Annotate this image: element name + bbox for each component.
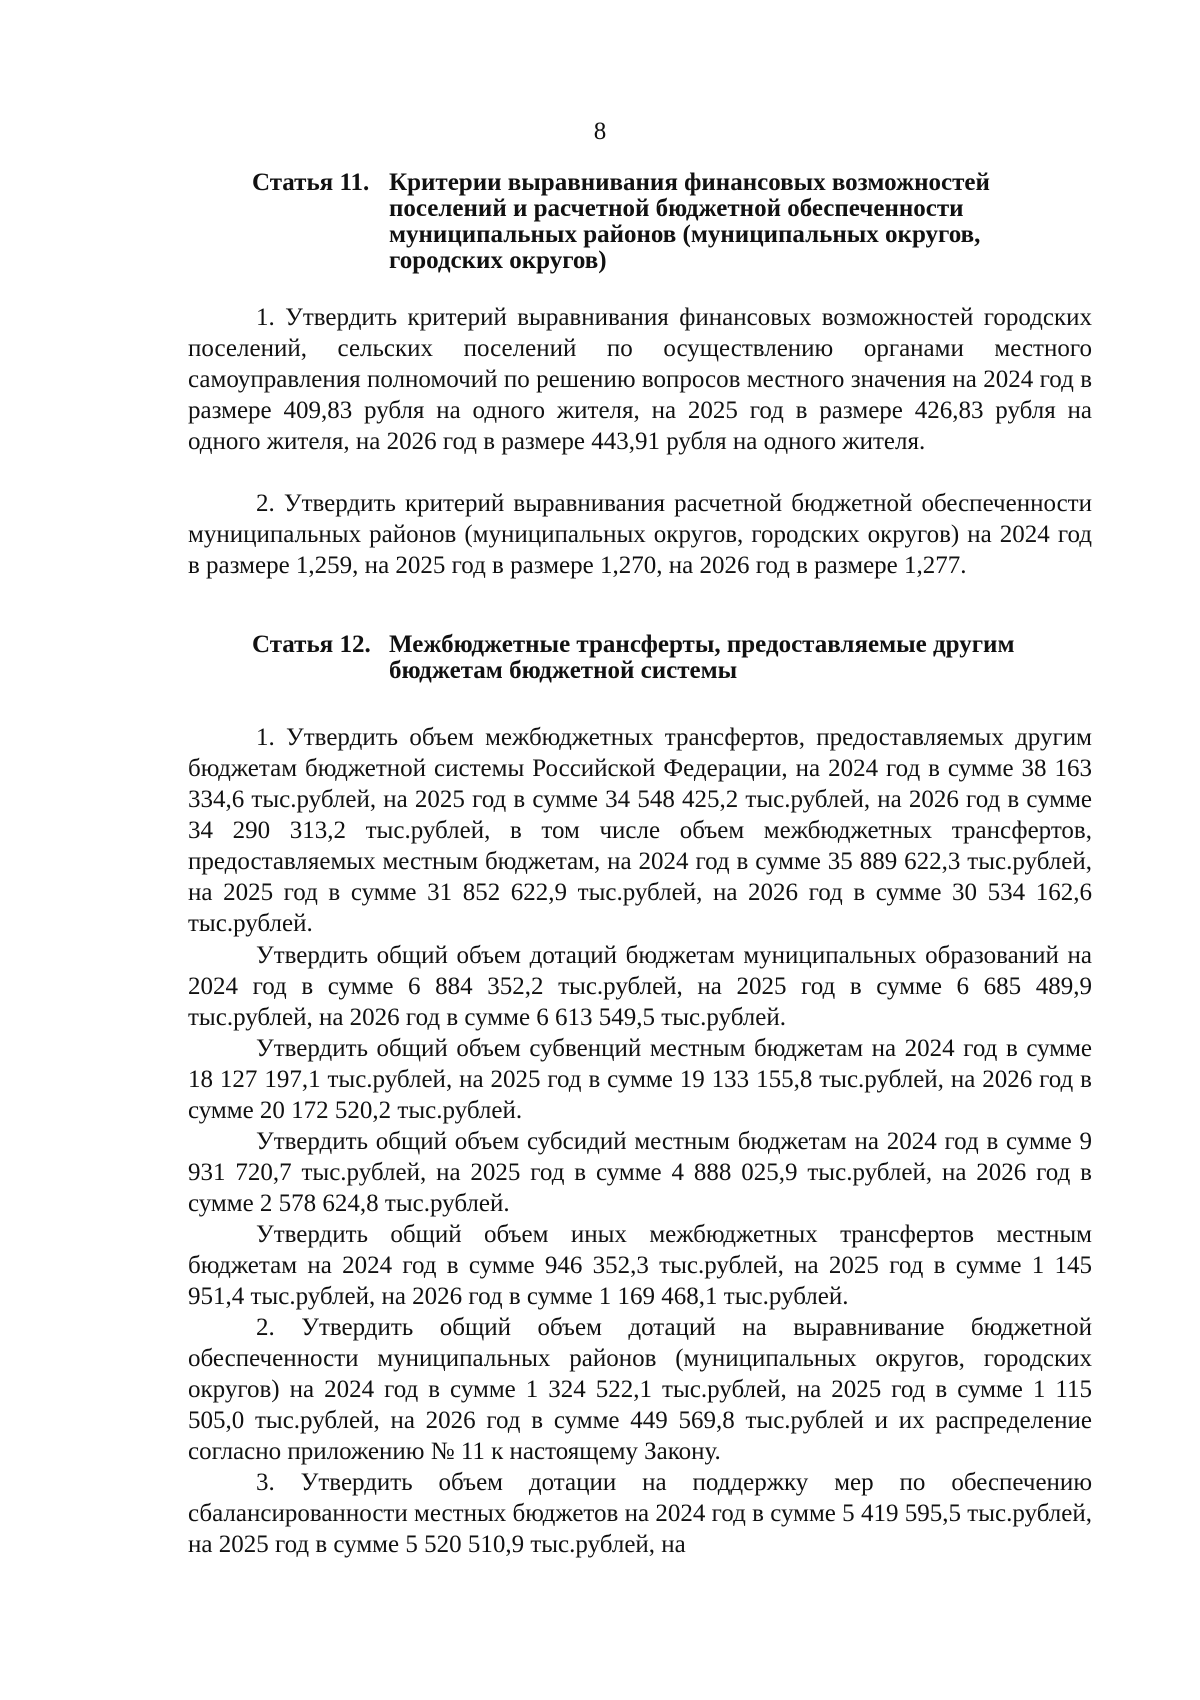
article-11-label: Статья 11. (252, 169, 370, 196)
article-12-paragraph-2: 2. Утвердить общий объем дотаций на выравнивание бюджетной обеспеченности муниципальных районов (муниципальных округов, городских округов) на 2024 год в сумме 1 324 522,1 тыс.рублей, на 2025 год в сумме 1 115 505,0 тыс.рублей, на 2026 год в сумме 449 569,8 тыс.рублей и их распределение согласно приложению № 11 к настоящему Закону. (188, 1314, 1092, 1465)
article-12-paragraph-1: 1. Утвердить объем межбюджетных трансфертов, предоставляемых другим бюджетам бюджетной системы Российской Федерации, на 2024 год в сумме 38 163 334,6 тыс.рублей, на 2025 год в сумме 34 548 425,2 тыс.рублей, на 2026 год в сумме 34 290 313,2 тыс.рублей, в том числе объем межбюджетных трансфертов, предоставляемых местным бюджетам, на 2024 год в сумме 35 889 622,3 тыс.рублей, на 2025 год в сумме 31 852 622,9 тыс.рублей, на 2026 год в сумме 30 534 162,6 тыс.рублей. (188, 724, 1092, 937)
article-12-heading (252, 632, 1082, 688)
article-12-paragraph-dotations: Утвердить общий объем дотаций бюджетам муниципальных образований на 2024 год в сумме 6 884 352,2 тыс.рублей, на 2025 год в сумме 6 685 489,9 тыс.рублей, на 2026 год в сумме 6 613 549,5 тыс.рублей. (188, 942, 1092, 1031)
article-12-paragraph-subsidies: Утвердить общий объем субсидий местным бюджетам на 2024 год в сумме 9 931 720,7 тыс.рублей, на 2025 год в сумме 4 888 025,9 тыс.рублей, на 2026 год в сумме 2 578 624,8 тыс.рублей. (188, 1128, 1092, 1217)
article-12-paragraph-other-transfers: Утвердить общий объем иных межбюджетных трансфертов местным бюджетам на 2024 год в сумме 946 352,3 тыс.рублей, на 2025 год в сумме 1 145 951,4 тыс.рублей, на 2026 год в сумме 1 169 468,1 тыс.рублей. (188, 1221, 1092, 1310)
article-11-paragraph-1: 1. Утвердить критерий выравнивания финансовых возможностей городских поселений, сельских поселений по осуществлению органами местного самоуправления полномочий по решению вопросов местного значения на 2024 год в размере 409,83 рубля на одного жителя, на 2025 год в размере 426,83 рубля на одного жителя, на 2026 год в размере 443,91 рубля на одного жителя. (188, 304, 1092, 455)
article-12-label: Статья 12. (252, 631, 371, 658)
article-12-paragraph-subventions: Утвердить общий объем субвенций местным бюджетам на 2024 год в сумме 18 127 197,1 тыс.рублей, на 2025 год в сумме 19 133 155,8 тыс.рублей, на 2026 год в сумме 20 172 520,2 тыс.рублей. (188, 1035, 1092, 1124)
article-12-paragraph-3: 3. Утвердить объем дотации на поддержку мер по обеспечению сбалансированности местных бюджетов на 2024 год в сумме 5 419 595,5 тыс.рублей, на 2025 год в сумме 5 520 510,9 тыс.рублей, на (188, 1469, 1092, 1558)
article-12-title: Межбюджетные трансферты, предоставляемые другим бюджетам бюджетной системы (389, 631, 1015, 684)
article-11-title: Критерии выравнивания финансовых возможностей поселений и расчетной бюджетной обеспеченности муниципальных районов (муниципальных округов, городских округов) (389, 169, 990, 274)
article-11-heading (252, 170, 1082, 280)
article-11-paragraph-2: 2. Утвердить критерий выравнивания расчетной бюджетной обеспеченности муниципальных районов (муниципальных округов, городских округов) на 2024 год в размере 1,259, на 2025 год в размере 1,270, на 2026 год в размере 1,277. (188, 490, 1092, 579)
page-number: 8 (593, 118, 607, 145)
